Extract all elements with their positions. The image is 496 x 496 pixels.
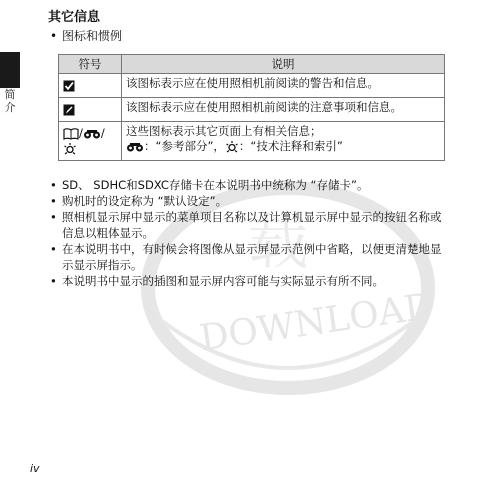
note-text: 照相机显示屏中显示的菜单项目名称以及计算机显示屏中显示的按钮名称或信息以粗体显示。 — [62, 210, 442, 240]
binoculars-icon — [126, 142, 144, 152]
symbol-cell — [59, 98, 122, 122]
list-item — [50, 193, 450, 209]
subheading-text: 图标和惯例 — [62, 29, 123, 43]
table-header-symbol: 符号 — [59, 55, 122, 74]
table-row — [59, 98, 445, 122]
symbol-cell — [59, 122, 122, 161]
note-text: 购机时的设定称为 “默认设定”。 — [62, 194, 228, 208]
notes-list — [50, 177, 450, 289]
section-tab-marker — [0, 52, 20, 88]
binoculars-icon — [83, 129, 101, 139]
icon-separator: / — [100, 126, 105, 140]
table-row — [59, 74, 445, 98]
description-cell: 该图标表示应在使用照相机前阅读的注意事项和信息。 — [122, 98, 445, 122]
list-item — [50, 209, 450, 241]
description-cell — [122, 122, 445, 161]
svg-text:DOWNLOAD: DOWNLOAD — [197, 285, 436, 360]
bullet: • — [50, 242, 57, 256]
note-text: SD、 SDHC和SDXC存储卡在本说明书中统称为 “存储卡”。 — [62, 178, 369, 192]
page-heading: 其它信息 — [48, 10, 101, 25]
subheading — [50, 28, 122, 44]
tip-icon — [225, 140, 239, 154]
icon-table — [58, 54, 445, 161]
table-header-row — [59, 55, 445, 74]
checkbox-icon — [63, 80, 75, 92]
section-tab-label: 简介 — [4, 88, 16, 114]
tip-icon — [63, 142, 77, 156]
table-row — [59, 122, 445, 161]
list-item — [50, 241, 450, 273]
bullet: • — [50, 194, 57, 208]
technical-notes-label: ：“技术注释和索引” — [238, 139, 343, 153]
icon-separator: / — [79, 126, 83, 140]
bullet: • — [50, 178, 57, 192]
table-header-description: 说明 — [122, 55, 445, 74]
note-text: 本说明书中显示的插图和显示屏内容可能与实际显示有所不同。 — [62, 274, 384, 288]
bullet: • — [50, 274, 57, 288]
bullet: • — [50, 210, 57, 224]
reference-label: ：“参考部分”， — [144, 139, 225, 153]
list-item — [50, 177, 450, 193]
description-line: 这些图标表示其它页面上有相关信息； — [126, 124, 322, 138]
page-number: iv — [30, 462, 40, 475]
symbol-cell — [59, 74, 122, 98]
memo-icon — [63, 104, 75, 116]
list-item — [50, 273, 450, 289]
description-cell: 该图标表示应在使用照相机前阅读的警告和信息。 — [122, 74, 445, 98]
svg-text:载: 载 — [248, 208, 308, 278]
bullet: • — [50, 29, 58, 43]
book-icon — [63, 128, 79, 140]
note-text: 在本说明书中，有时候会将图像从显示屏显示范例中省略，以便更清楚地显示显示屏指示。 — [62, 242, 442, 272]
